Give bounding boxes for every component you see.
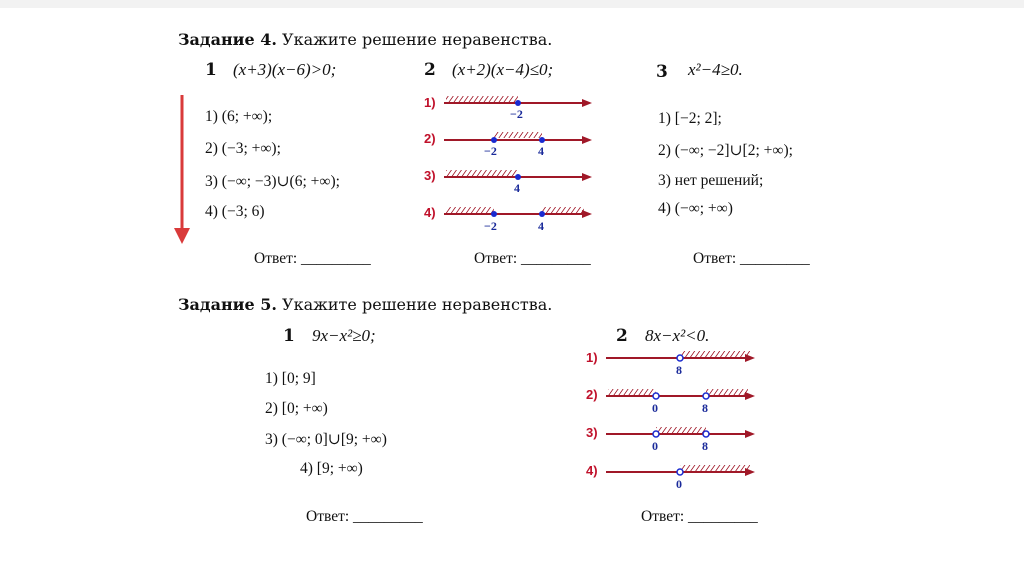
task4-p3-option-1: 1) [−2; 2]; <box>658 110 722 127</box>
task4-p1-option-3: 3) (−∞; −3)∪(6; +∞); <box>205 173 340 190</box>
task4-p2-line-3 <box>424 168 592 195</box>
nl-label: 4) <box>424 205 436 220</box>
nl-label: 3) <box>424 168 436 183</box>
task5-problem1-number: 1 <box>283 326 295 346</box>
task4-p1-option-4: 4) (−3; 6) <box>205 203 265 220</box>
nl-label: 2) <box>424 131 436 146</box>
task4-p2-answer: Ответ: _________ <box>474 250 591 267</box>
tick-label: 8 <box>702 401 708 415</box>
task4-p2-line-1 <box>424 95 592 121</box>
tick-label: 4 <box>538 144 544 158</box>
tick-label: 8 <box>702 439 708 453</box>
task4-problem2-number: 2 <box>424 60 436 80</box>
tick-label: 4 <box>538 219 544 233</box>
task5-problem1-expression: 9x−x²≥0; <box>312 326 376 345</box>
task5-problem2-expression: 8x−x²<0. <box>645 326 710 345</box>
task5-p2-line-4 <box>586 463 755 491</box>
task4-problem1-expression: (x+3)(x−6)>0; <box>233 60 337 79</box>
task4-p3-option-2: 2) (−∞; −2]∪[2; +∞); <box>658 142 793 159</box>
task5-p1-option-1: 1) [0; 9] <box>265 370 316 387</box>
tick-label: 0 <box>676 477 682 491</box>
tick-label: 8 <box>676 363 682 377</box>
nl-label: 3) <box>586 425 598 440</box>
task4-problem3-expression: x²−4≥0. <box>688 60 743 79</box>
nl-label: 1) <box>424 95 436 110</box>
task5-heading: Задание 5. Укажите решение неравенства. <box>178 295 553 314</box>
nl-label: 4) <box>586 463 598 478</box>
task4-p1-answer: Ответ: _________ <box>254 250 371 267</box>
task5-p2-line-1 <box>586 350 755 377</box>
task5-p1-option-3: 3) (−∞; 0]∪[9; +∞) <box>265 431 387 448</box>
task4-p3-option-4: 4) (−∞; +∞) <box>658 200 733 217</box>
tick-label: 0 <box>652 401 658 415</box>
task4-problem3-number: 3 <box>656 62 668 82</box>
nl-label: 2) <box>586 387 598 402</box>
task4-p1-option-1: 1) (6; +∞); <box>205 108 273 125</box>
tick-label: −2 <box>484 144 497 158</box>
task4-p2-line-4 <box>424 205 592 233</box>
task4-p3-answer: Ответ: _________ <box>693 250 810 267</box>
tick-label: 4 <box>514 181 520 195</box>
task5-p1-option-2: 2) [0; +∞) <box>265 400 328 417</box>
task4-p3-option-3: 3) нет решений; <box>658 172 764 189</box>
task4-problem2-expression: (x+2)(x−4)≤0; <box>452 60 554 79</box>
tick-label: −2 <box>484 219 497 233</box>
task5-problem2-number: 2 <box>616 326 628 346</box>
task4-heading: Задание 4. Укажите решение неравенства. <box>178 30 553 49</box>
task5-p2-answer: Ответ: _________ <box>641 508 758 525</box>
task4-p2-line-2 <box>424 131 592 158</box>
task5-p1-option-4: 4) [9; +∞) <box>300 460 363 477</box>
task5-p2-line-2 <box>586 387 755 415</box>
nl-label: 1) <box>586 350 598 365</box>
task4-problem1-number: 1 <box>205 60 217 80</box>
task5-p2-line-3 <box>586 425 755 453</box>
task4-p1-option-2: 2) (−3; +∞); <box>205 140 281 157</box>
down-arrow-icon <box>174 95 190 244</box>
tick-label: 0 <box>652 439 658 453</box>
task5-p1-answer: Ответ: _________ <box>306 508 423 525</box>
tick-label: −2 <box>510 107 523 121</box>
